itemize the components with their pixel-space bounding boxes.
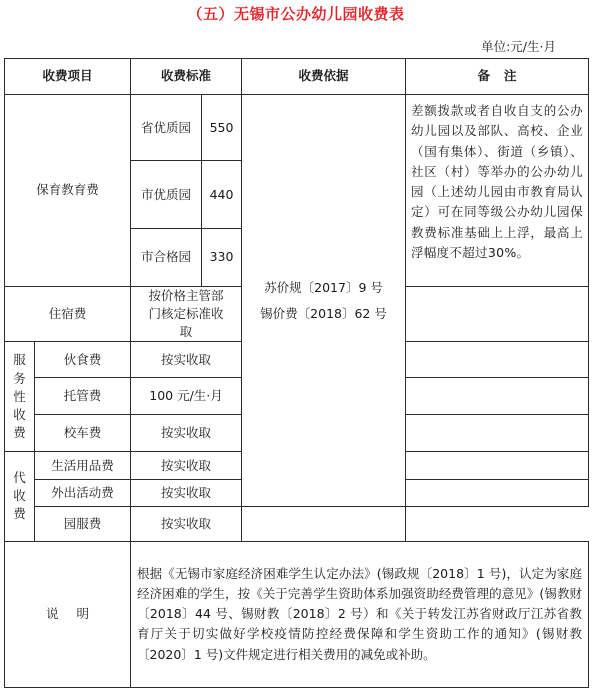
fee-standard: 100 元/生·月 (131, 378, 242, 415)
fee-standard: 按实收取 (131, 507, 242, 541)
fee-name: 生活用品费 (35, 452, 131, 480)
explanation-text: 根据《无锡市家庭经济困难学生认定办法》(锡政规〔2018〕1 号)，认定为家庭经济困难的学生，按《关于完善学生资助体系加强资助经费管理的意见》(锡教财〔2018〕44 号、锡财教〔2018〕2 号）和《关于转发江苏省财政厅江苏省教育厅关于切实做好学校疫情防控经费保障和学生资助工作的通知》(锡财教〔2020〕1 号)文件规定进行相关费用的减免或补助。 (131, 541, 589, 687)
fee-standard: 按实收取 (131, 452, 242, 480)
group-char: 代 (13, 470, 26, 486)
fee-standard: 按实收取 (131, 342, 242, 378)
header-basis: 收费依据 (242, 59, 406, 95)
remark-empty (406, 378, 589, 415)
lodging-label: 住宿费 (5, 286, 131, 342)
group-char: 收 (13, 488, 26, 504)
remark-empty (406, 480, 589, 507)
explanation-row (5, 541, 589, 687)
table-header-row (5, 59, 589, 95)
care-fee-label: 保育教育费 (5, 95, 131, 286)
unit-label: 单位:元/生·月 (481, 39, 556, 54)
service-group-label (5, 342, 35, 452)
remark-empty (406, 342, 589, 378)
lodging-standard: 按价格主管部门核定标准收取 (131, 286, 242, 342)
fee-table (4, 58, 589, 688)
group-char: 性 (13, 388, 26, 404)
fee-standard: 按实收取 (131, 480, 242, 507)
fee-name: 外出活动费 (35, 480, 131, 507)
page-title: （五）无锡市公办幼儿园收费表 (187, 5, 405, 23)
level-name: 市优质园 (131, 161, 202, 229)
basis-line: 苏价规〔2017〕9 号 (264, 279, 383, 295)
remark-text: 差额拨款或者自收自支的公办幼儿园以及部队、高校、企业（国有集体）、街道（乡镇）、社区（村）等举办的公办幼儿园（上述幼儿园由市教育局认定）可在同等级公办幼儿园保教费标准基础上上浮，最高上浮幅度不超过30%。 (406, 95, 589, 286)
fee-basis (242, 95, 406, 507)
remark-empty (406, 452, 589, 480)
remark-empty (242, 507, 406, 541)
table-row (5, 507, 589, 541)
fee-name: 伙食费 (35, 342, 131, 378)
header-item: 收费项目 (5, 59, 131, 95)
fee-name: 校车费 (35, 415, 131, 452)
level-amount: 440 (202, 161, 242, 229)
fee-name: 园服费 (35, 507, 131, 541)
remark-empty (406, 415, 589, 452)
level-amount: 330 (202, 229, 242, 286)
group-char: 收 (13, 406, 26, 422)
level-name: 市合格园 (131, 229, 202, 286)
level-amount: 550 (202, 95, 242, 161)
table-row (5, 95, 589, 161)
agency-group-label (5, 452, 35, 541)
fee-name: 托管费 (35, 378, 131, 415)
header-standard: 收费标准 (131, 59, 242, 95)
basis-line: 锡价费〔2018〕62 号 (260, 305, 387, 321)
group-char: 费 (13, 424, 26, 440)
explanation-label: 说明 (5, 541, 131, 687)
fee-standard: 按实收取 (131, 415, 242, 452)
header-remark: 备注 (406, 59, 589, 95)
group-char: 费 (13, 506, 26, 522)
group-char: 务 (13, 370, 26, 386)
remark-empty (406, 286, 589, 342)
level-name: 省优质园 (131, 95, 202, 161)
group-char: 服 (13, 352, 26, 368)
